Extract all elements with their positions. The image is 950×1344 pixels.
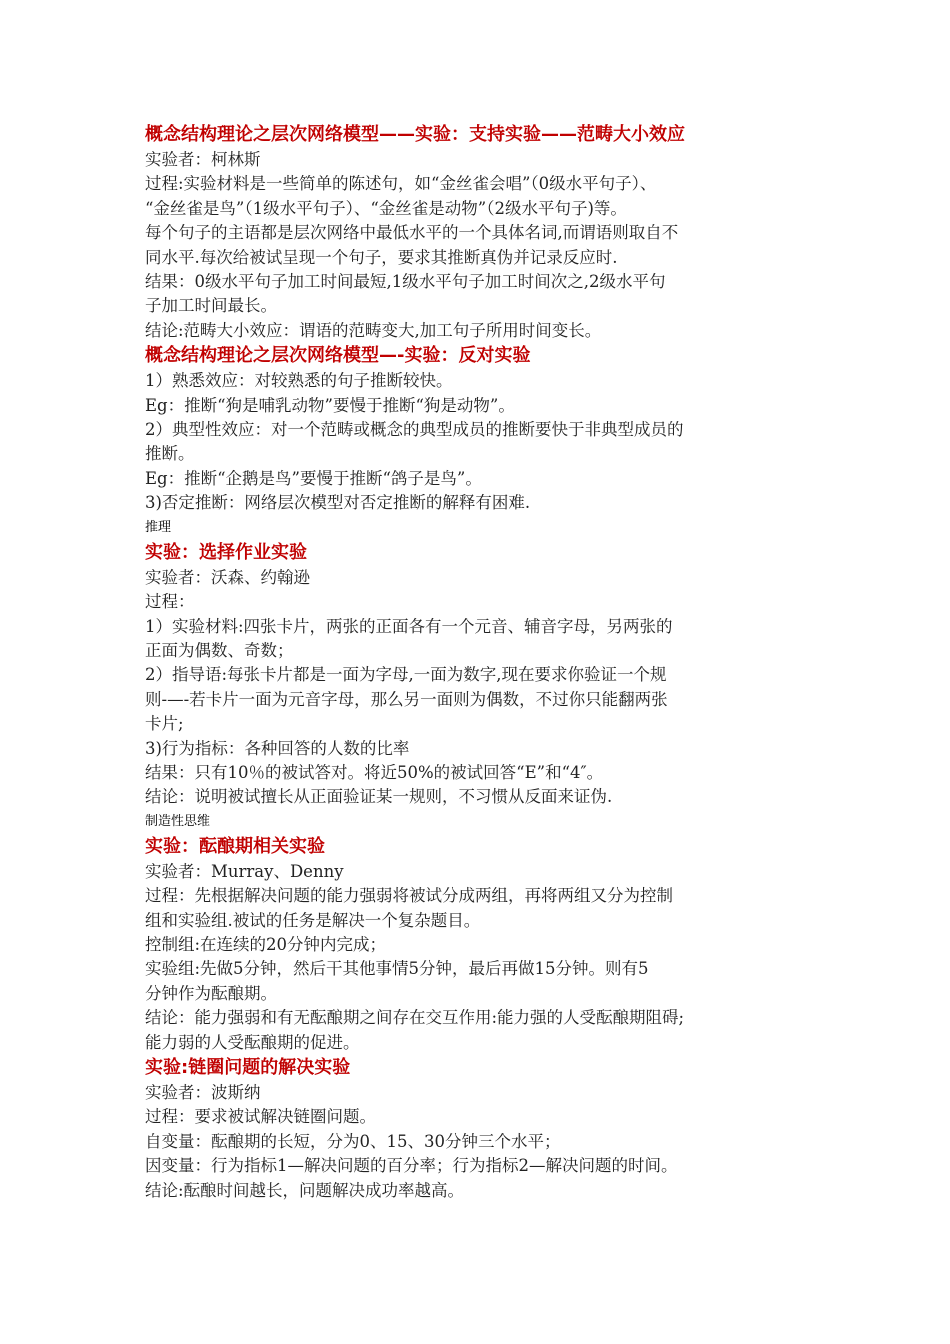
text-line: 实验者：Murray、Denny: [145, 861, 344, 881]
section-heading: 实验:链圈问题的解决实验: [145, 1057, 351, 1078]
section-heading: 实验：酝酿期相关实验: [145, 835, 325, 857]
text-line: 能力弱的人受酝酿期的促进。: [145, 1032, 360, 1052]
text-line: Eg：推断“企鹅是鸟”要慢于推断“鸽子是鸟”。: [145, 468, 482, 488]
text-line: 每个句子的主语都是层次网络中最低水平的一个具体名词,而谓语则取自不: [145, 223, 679, 243]
topic-label: 推理: [145, 519, 172, 535]
text-line: 1）熟悉效应：对较熟悉的句子推断较快。: [145, 371, 453, 391]
text-line: 3)行为指标：各种回答的人数的比率: [145, 738, 410, 758]
section-heading: 实验：选择作业实验: [145, 541, 307, 563]
text-line: 过程:实验材料是一些简单的陈述句，如“金丝雀会唱”（0级水平句子）、: [145, 174, 657, 194]
text-line: “金丝雀是鸟”（1级水平句子）、“金丝雀是动物”（2级水平句子)等。: [145, 198, 627, 218]
section-heading: 概念结构理论之层次网络模型——实验：支持实验——范畴大小效应: [145, 124, 685, 145]
text-line: 结论：说明被试擅长从正面验证某一规则，不习惯从反面来证伪.: [145, 787, 613, 807]
section-heading: 概念结构理论之层次网络模型—-实验：反对实验: [145, 345, 531, 367]
text-line: Eg：推断“狗是哺乳动物”要慢于推断“狗是动物”。: [145, 395, 515, 415]
text-line: 实验者：沃森、约翰逊: [145, 567, 310, 587]
text-line: 结论:范畴大小效应：谓语的范畴变大,加工句子所用时间变长。: [145, 320, 602, 340]
text-line: 2）指导语:每张卡片都是一面为字母,一面为数字,现在要求你验证一个规: [145, 665, 667, 685]
text-line: 实验组:先做5分钟，然后干其他事情5分钟，最后再做15分钟。则有5: [145, 959, 649, 979]
text-line: 2）典型性效应：对一个范畴或概念的典型成员的推断要快于非典型成员的: [145, 420, 684, 440]
text-line: 结果：只有10％的被试答对。将近50%的被试回答“E”和“4″。: [145, 762, 604, 782]
text-line: 推断。: [145, 444, 195, 464]
text-line: 结果：0级水平句子加工时间最短,1级水平句子加工时间次之,2级水平句: [145, 272, 666, 292]
text-line: 实验者：波斯纳: [145, 1083, 261, 1102]
text-line: 卡片;: [145, 714, 184, 734]
text-line: 过程：先根据解决问题的能力强弱将被试分成两组，再将两组又分为控制: [145, 886, 673, 906]
text-line: 过程：要求被试解决链圈问题。: [145, 1107, 376, 1127]
text-line: 因变量：行为指标1—解决问题的百分率；行为指标2—解决问题的时间。: [145, 1156, 678, 1176]
text-line: 1）实验材料:四张卡片，两张的正面各有一个元音、辅音字母，另两张的: [145, 616, 673, 636]
text-line: 控制组:在连续的20分钟内完成；: [145, 934, 387, 954]
document-page: [145, 122, 825, 1203]
text-line: 结论：能力强弱和有无酝酿期之间存在交互作用:能力强的人受酝酿期阻碍;: [145, 1008, 685, 1028]
text-line: 实验者：柯林斯: [145, 150, 261, 169]
text-line: 正面为偶数、奇数；: [145, 640, 294, 660]
text-line: 则-—-若卡片一面为元音字母，那么另一面则为偶数，不过你只能翻两张: [145, 689, 668, 709]
text-line: 结论:酝酿时间越长，问题解决成功率越高。: [145, 1180, 465, 1200]
text-line: 3)否定推断：网络层次模型对否定推断的解释有困难.: [145, 493, 531, 513]
text-line: 同水平.每次给被试呈现一个句子，要求其推断真伪并记录反应时.: [145, 247, 618, 267]
text-line: 子加工时间最长。: [145, 296, 277, 316]
text-line: 组和实验组.被试的任务是解决一个复杂题目。: [145, 910, 481, 930]
topic-label: 制造性思维: [145, 813, 211, 829]
text-line: 自变量：酝酿期的长短，分为0、15、30分钟三个水平；: [145, 1131, 561, 1151]
text-line: 过程：: [145, 592, 195, 612]
text-line: 分钟作为酝酿期。: [145, 983, 277, 1003]
